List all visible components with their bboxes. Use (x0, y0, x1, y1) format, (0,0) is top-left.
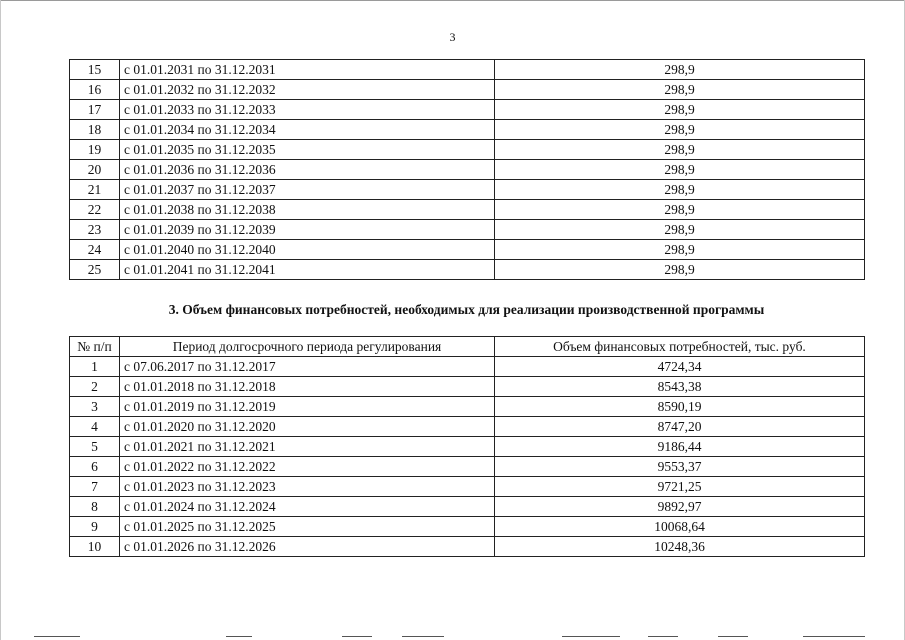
scan-mark (562, 636, 620, 637)
row-value: 9186,44 (495, 437, 865, 457)
table-row (70, 537, 865, 557)
row-number: 23 (70, 220, 120, 240)
row-value: 298,9 (495, 180, 865, 200)
table-row (70, 457, 865, 477)
row-number: 25 (70, 260, 120, 280)
row-number: 21 (70, 180, 120, 200)
row-value: 298,9 (495, 260, 865, 280)
row-value: 298,9 (495, 160, 865, 180)
header-num: № п/п (70, 337, 120, 357)
row-number: 1 (70, 357, 120, 377)
row-value: 10248,36 (495, 537, 865, 557)
row-period: с 01.01.2018 по 31.12.2018 (120, 377, 495, 397)
header-value: Объем финансовых потребностей, тыс. руб. (495, 337, 865, 357)
scan-mark (402, 636, 444, 637)
row-value: 298,9 (495, 140, 865, 160)
row-period: с 01.01.2026 по 31.12.2026 (120, 537, 495, 557)
table-row (70, 120, 865, 140)
table-row (70, 397, 865, 417)
row-number: 10 (70, 537, 120, 557)
header-period: Период долгосрочного периода регулирования (120, 337, 495, 357)
row-value: 298,9 (495, 240, 865, 260)
row-value: 298,9 (495, 120, 865, 140)
table-row (70, 80, 865, 100)
row-value: 10068,64 (495, 517, 865, 537)
scan-mark (226, 636, 252, 637)
table-row (70, 240, 865, 260)
table-row (70, 220, 865, 240)
page-number: 3 (449, 30, 456, 44)
row-period: с 01.01.2019 по 31.12.2019 (120, 397, 495, 417)
table-row (70, 437, 865, 457)
row-period: с 01.01.2038 по 31.12.2038 (120, 200, 495, 220)
row-value: 8543,38 (495, 377, 865, 397)
table-row (70, 417, 865, 437)
row-period: с 07.06.2017 по 31.12.2017 (120, 357, 495, 377)
row-period: с 01.01.2031 по 31.12.2031 (120, 60, 495, 80)
table-top (69, 59, 865, 280)
table-bottom-body (70, 357, 865, 557)
row-value: 8590,19 (495, 397, 865, 417)
table-row (70, 100, 865, 120)
row-number: 2 (70, 377, 120, 397)
row-number: 20 (70, 160, 120, 180)
row-period: с 01.01.2034 по 31.12.2034 (120, 120, 495, 140)
row-number: 6 (70, 457, 120, 477)
row-period: с 01.01.2024 по 31.12.2024 (120, 497, 495, 517)
row-number: 9 (70, 517, 120, 537)
row-number: 5 (70, 437, 120, 457)
row-period: с 01.01.2037 по 31.12.2037 (120, 180, 495, 200)
scan-mark (718, 636, 748, 637)
row-period: с 01.01.2036 по 31.12.2036 (120, 160, 495, 180)
scan-mark (34, 636, 80, 637)
table-bottom (69, 336, 865, 557)
row-number: 18 (70, 120, 120, 140)
row-value: 9892,97 (495, 497, 865, 517)
table-row (70, 517, 865, 537)
table-row (70, 200, 865, 220)
row-number: 22 (70, 200, 120, 220)
page-edge-left (0, 0, 1, 640)
scan-mark (803, 636, 865, 637)
row-number: 4 (70, 417, 120, 437)
row-value: 8747,20 (495, 417, 865, 437)
row-period: с 01.01.2039 по 31.12.2039 (120, 220, 495, 240)
row-number: 24 (70, 240, 120, 260)
table-header-row (70, 337, 865, 357)
table-row (70, 60, 865, 80)
row-period: с 01.01.2023 по 31.12.2023 (120, 477, 495, 497)
table-row (70, 477, 865, 497)
section-heading: 3. Объем финансовых потребностей, необходимых для реализации производственной программы (168, 302, 765, 317)
table-row (70, 260, 865, 280)
row-value: 9721,25 (495, 477, 865, 497)
row-value: 298,9 (495, 60, 865, 80)
page-edge-top (0, 0, 905, 1)
row-value: 298,9 (495, 100, 865, 120)
row-period: с 01.01.2021 по 31.12.2021 (120, 437, 495, 457)
table-row (70, 377, 865, 397)
row-period: с 01.01.2032 по 31.12.2032 (120, 80, 495, 100)
row-number: 19 (70, 140, 120, 160)
row-period: с 01.01.2022 по 31.12.2022 (120, 457, 495, 477)
row-period: с 01.01.2020 по 31.12.2020 (120, 417, 495, 437)
table-row (70, 140, 865, 160)
row-value: 298,9 (495, 220, 865, 240)
row-period: с 01.01.2040 по 31.12.2040 (120, 240, 495, 260)
row-number: 17 (70, 100, 120, 120)
row-period: с 01.01.2025 по 31.12.2025 (120, 517, 495, 537)
row-value: 298,9 (495, 80, 865, 100)
row-number: 7 (70, 477, 120, 497)
row-period: с 01.01.2035 по 31.12.2035 (120, 140, 495, 160)
row-number: 15 (70, 60, 120, 80)
row-value: 9553,37 (495, 457, 865, 477)
row-number: 8 (70, 497, 120, 517)
row-period: с 01.01.2033 по 31.12.2033 (120, 100, 495, 120)
row-value: 4724,34 (495, 357, 865, 377)
row-number: 16 (70, 80, 120, 100)
table-top-body (70, 60, 865, 280)
table-row (70, 497, 865, 517)
row-value: 298,9 (495, 200, 865, 220)
table-row (70, 357, 865, 377)
row-number: 3 (70, 397, 120, 417)
scan-mark (648, 636, 678, 637)
scan-mark (342, 636, 372, 637)
row-period: с 01.01.2041 по 31.12.2041 (120, 260, 495, 280)
table-row (70, 160, 865, 180)
table-row (70, 180, 865, 200)
